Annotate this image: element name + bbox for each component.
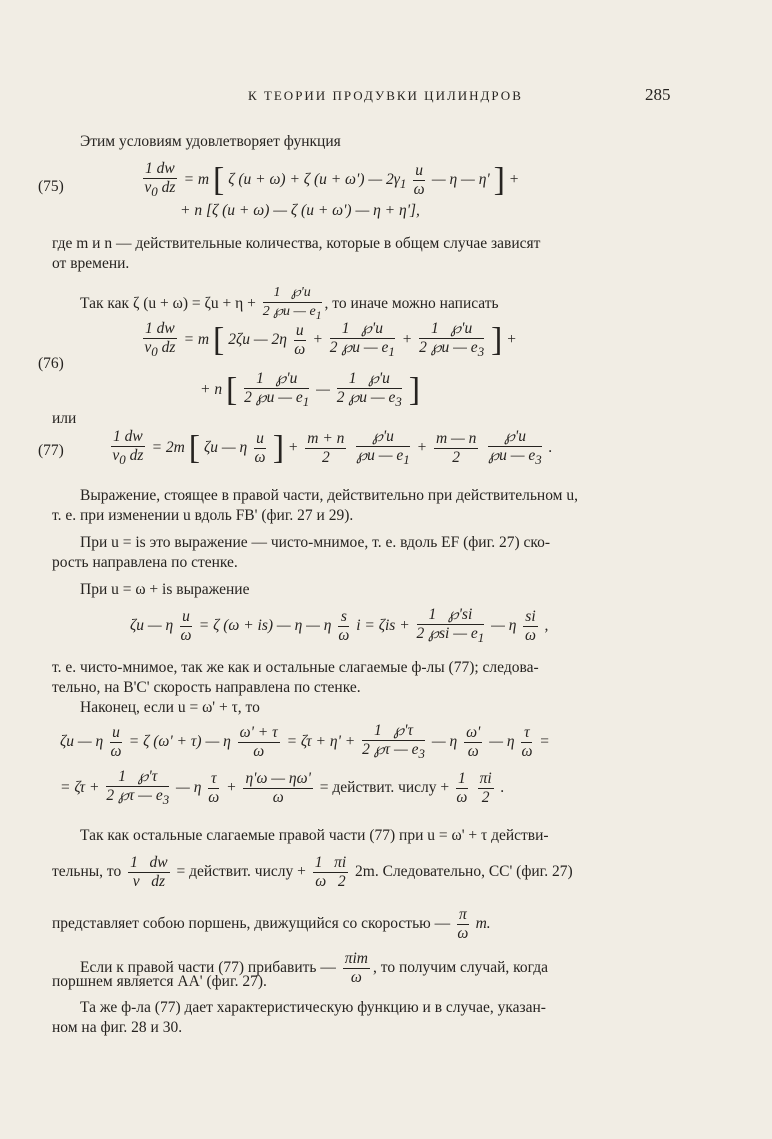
equation-label-75: (75): [38, 178, 64, 195]
paragraph-11: представляет собою поршень, движущийся со скоростью — $\frac{\pi}{\omega}$ m.: [52, 906, 491, 942]
paragraph-10-start: тельны, то: [52, 863, 122, 881]
paragraph-10-line2: тельны, то $\frac{1 dw}{\text{v dz}}$ = действит. числу + $\frac{1 \pi i}{\omega 2}$ 2m. Следовательно, CC' (фиг. 27): [52, 854, 573, 890]
paragraph-7: При u = ω + is выражение: [80, 581, 250, 598]
paragraph-12: Если к правой части (77) прибавить — πim ω , то получим случай, когда: [80, 950, 548, 986]
paragraph-8-line2: тельно, на B'C' скорость направлена по стенке.: [52, 679, 361, 696]
paragraph-2-line1: где m и n — действительные количества, которые в общем случае зависят: [52, 235, 541, 252]
paragraph-2-line2: от времени.: [52, 255, 130, 272]
header-title: К ТЕОРИИ ПРОДУВКИ ЦИЛИНДРОВ: [248, 88, 523, 103]
equation-77: $\frac{1 dw}{v_0 dz}$ = 2m [ ζu — η $\frac{u}{\omega}$ ] + $\frac{m + n}{2}$ $\frac{℘'u}{℘u — e_1}$ + $\frac{m — n}{2}$ $\frac{℘'u}{℘u — e_3}$ .: [112, 428, 553, 468]
paragraph-12-end: , то получим случай, когда: [373, 959, 548, 977]
paragraph-6-line1: При u = is это выражение — чисто-мнимое, т. е. вдоль EF (фиг. 27) ско-: [80, 534, 551, 551]
paragraph-12-line2: поршнем является AA' (фиг. 27).: [52, 973, 267, 990]
equation-label-77: (77): [38, 442, 64, 459]
paragraph-3-start: Так как ζ (u + ω) = ζu + η +: [80, 294, 260, 312]
page-number: 285: [645, 85, 671, 104]
paragraph-13-line1: Та же ф-ла (77) дает характеристическую функцию и в случае, указан-: [80, 999, 546, 1016]
equation-75-line1: $\frac{1 dw}{v_0 dz}$ = m [ ζ (u + ω) + ζ (u + ω') — $2\gamma_1$ $\frac{u}{\omega}$ — η — η' ] +: [144, 160, 520, 200]
paragraph-10-end: 2m. Следовательно, CC' (фиг. 27): [355, 863, 573, 881]
paragraph-10-middle: = действит. числу +: [176, 863, 306, 881]
paragraph-13-line2: ном на фиг. 28 и 30.: [52, 1019, 183, 1036]
paragraph-3-end: , то иначе можно написать: [324, 294, 499, 312]
paragraph-intro: Этим условиям удовлетворяет функция: [80, 133, 341, 150]
paragraph-6-line2: рость направлена по стенке.: [52, 554, 238, 571]
equation-75-line2: + n [ζ (u + ω) — ζ (u + ω') — η + η'],: [180, 202, 420, 219]
equation-tau-line2: = ζτ + $\frac{1 ℘'\tau}{2 ℘\tau — e_3}$ — η $\frac{\tau}{\omega}$ + $\frac{\eta'\omega — \eta\omega'}{\omega}$ = действит. числу + $\frac{1}{\omega}$ $\frac{\pi i}{2}$ .: [60, 768, 505, 808]
paragraph-9: Наконец, если u = ω' + τ, то: [80, 699, 260, 716]
equation-76-line2: + n [ $\frac{1 ℘'u}{2 ℘u — e_1}$ — $\frac{1 ℘'u}{2 ℘u — e_3}$ ]: [200, 370, 421, 410]
paragraph-8-line1: т. е. чисто-мнимое, так же как и остальные слагаемые ф-лы (77); следова-: [52, 659, 539, 676]
running-header: [0, 86, 772, 108]
paragraph-10-line1: Так как остальные слагаемые правой части (77) при u = ω' + τ действи-: [80, 827, 549, 844]
equation-76-line1: $\frac{1 dw}{v_0 dz}$ = m [ 2ζu — 2η $\frac{u}{\omega}$ + $\frac{1 ℘'u}{2 ℘u — e_1}$ + $\frac{1 ℘'u}{2 ℘u — e_3}$ ] +: [144, 320, 517, 360]
paragraph-5-line1: Выражение, стоящее в правой части, действительно при действительном u,: [80, 487, 578, 504]
equation-tau-line1: ζu — η $\frac{u}{\omega}$ = ζ (ω' + τ) — η $\frac{\omega' + \tau}{\omega}$ = ζτ + η' + $\frac{1 ℘'\tau}{2 ℘\tau — e_3}$ — η $\frac{\omega'}{\omega}$ — η $\frac{\tau}{\omega}$ =: [60, 722, 550, 762]
paragraph-or: или: [52, 410, 77, 427]
equation-label-76: (76): [38, 355, 64, 372]
paragraph-11-text: представляет собою поршень, движущийся со скоростью: [52, 915, 431, 933]
paragraph-3: Так как ζ (u + ω) = ζu + η + $\frac{1 ℘'u}{2 ℘u — e_1}$ , то иначе можно написать: [80, 285, 499, 322]
paragraph-12-start: Если к правой части (77) прибавить: [80, 959, 317, 977]
paragraph-5-line2: т. е. при изменении u вдоль FB' (фиг. 27 и 29).: [52, 507, 354, 524]
equation-pure-imaginary: ζu — η $\frac{u}{\omega}$ = ζ (ω + is) — η — η $\frac{s}{\omega}$ i = ζis + $\frac{1 ℘'si}{2 ℘si — e_1}$ — η $\frac{si}{\omega}$ ,: [130, 606, 549, 646]
